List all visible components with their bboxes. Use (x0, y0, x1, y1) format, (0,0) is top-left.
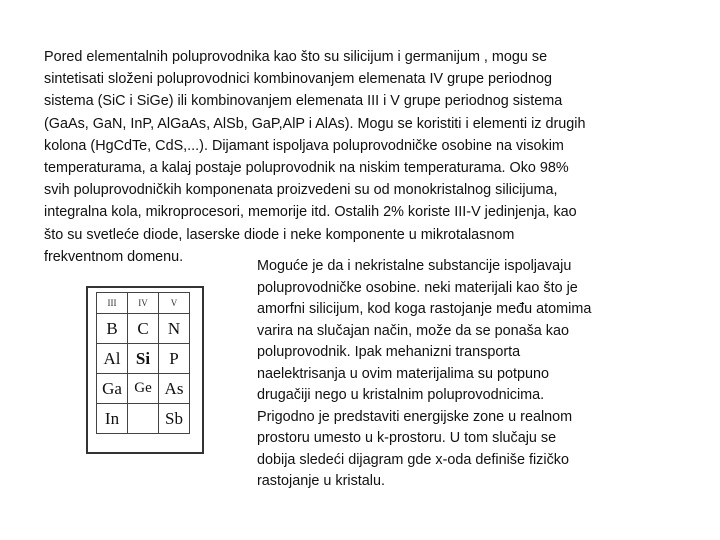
text-line: prostoru umesto u k-prostoru. U tom slučaju se (257, 430, 557, 446)
element-cell: As (159, 374, 190, 404)
text-line: Prigodno je predstaviti energijske zone u realnom (257, 408, 573, 425)
text-line: frekventnom domenu. (44, 248, 184, 265)
group-header: V (159, 293, 190, 314)
element-cell: Ga (97, 374, 128, 404)
periodic-table-row (97, 404, 190, 434)
text-line: Moguće je da i nekristalne substancije ispoljavaju (257, 258, 572, 274)
text-line: drugačiji nego u kristalnim poluprovodnicima. (257, 387, 545, 403)
periodic-table-row (97, 344, 190, 374)
periodic-table-row (97, 374, 190, 404)
element-cell: P (159, 344, 190, 374)
text-line: kolona (HgCdTe, CdS,...). Dijamant ispoljava poluprovodničke osobine na visokim (44, 137, 564, 154)
element-cell-highlighted: Si (128, 344, 159, 374)
text-line: što su svetleće diode, laserske diode i neke komponente u mikrotalasnom (44, 226, 515, 243)
periodic-table-header-row (97, 293, 190, 314)
periodic-table-row (97, 314, 190, 344)
text-line: rastojanje u kristalu. (257, 473, 385, 489)
text-line: (GaAs, GaN, InP, AlGaAs, AlSb, GaP,AlP i AlAs). Mogu se koristiti i elementi iz drugih (44, 115, 586, 132)
paragraph-amorphous-semiconductors (257, 256, 677, 493)
text-line: sintetisati složeni poluprovodnici kombinovanjem elemenata IV grupe periodnog (44, 71, 552, 88)
element-cell: Ge (128, 374, 159, 404)
text-line: svih poluprovodničkih komponenata proizvedeni su od monokristalnog silicijuma, (44, 182, 558, 199)
element-cell: Al (97, 344, 128, 374)
text-line: sistema (SiC i SiGe) ili kombinovanjem elemenata III i V grupe periodnog sistema (44, 93, 563, 110)
text-line: dobija sledeći dijagram gde x-oda definiše fizičko (257, 451, 569, 468)
text-line: poluprovodničke osobine. neki materijali kao što je (257, 279, 578, 296)
text-line: integralna kola, mikroprocesori, memorije itd. Ostalih 2% koriste III-V jedinjenja, kao (44, 204, 577, 221)
element-cell: In (97, 404, 128, 434)
group-header: IV (128, 293, 159, 314)
text-line: Pored elementalnih poluprovodnika kao što su silicijum i germanijum , mogu se (44, 49, 548, 65)
text-line: temperaturama, a kalaj postaje poluprovodnik na niskim temperaturama. Oko 98% (44, 160, 569, 177)
text-line: naelektrisanja u ovim materijalima su potpuno (257, 365, 549, 382)
group-header: III (97, 293, 128, 314)
text-line: varira na slučajan način, može da se ponaša kao (257, 322, 569, 339)
periodic-table-excerpt (96, 292, 190, 434)
text-line: poluprovodnik. Ipak mehanizni transporta (257, 344, 521, 360)
element-cell: C (128, 314, 159, 344)
element-cell-empty (128, 404, 159, 434)
paragraph-compound-semiconductors (44, 46, 684, 268)
text-line: amorfni silicijum, kod koga rastojanje među atomima (257, 301, 592, 317)
element-cell: B (97, 314, 128, 344)
element-cell: N (159, 314, 190, 344)
element-cell: Sb (159, 404, 190, 434)
